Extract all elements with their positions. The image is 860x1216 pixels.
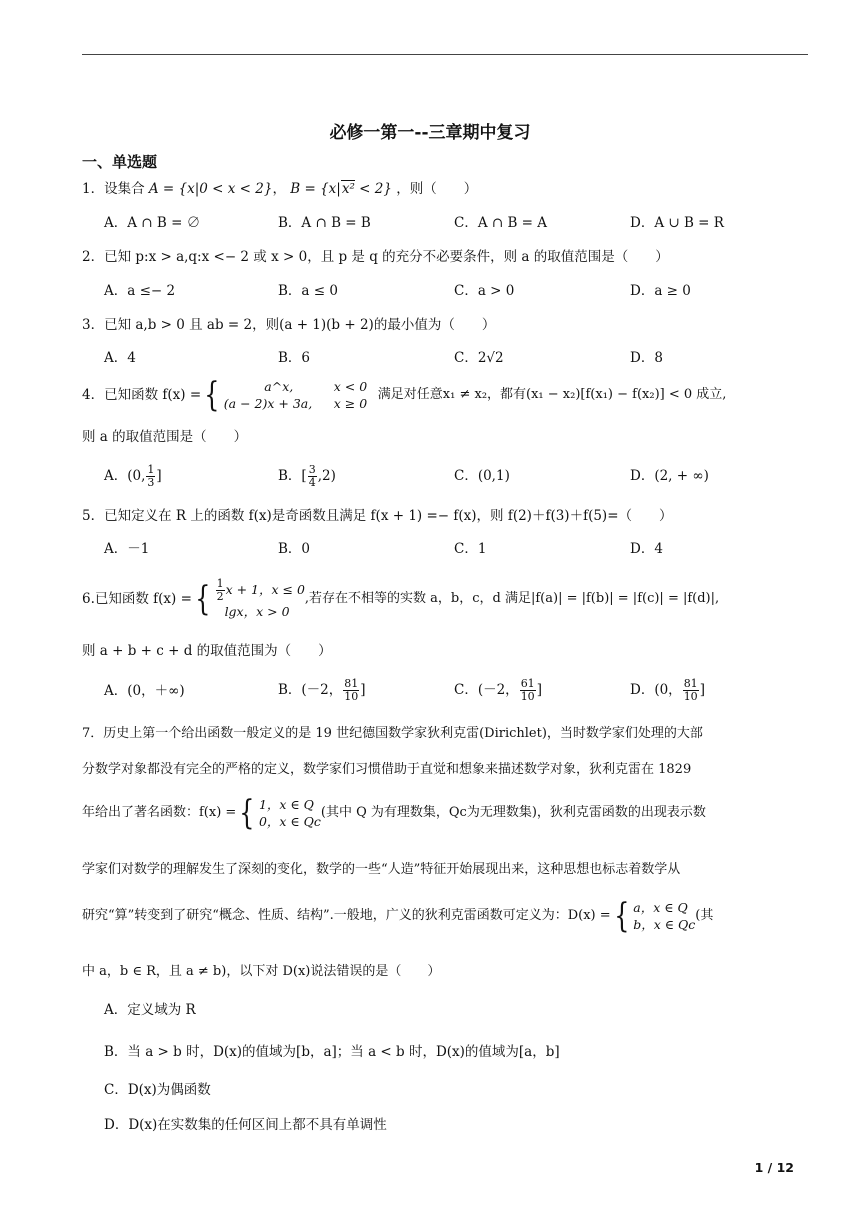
q6-option-b[interactable]: B．(－2， $\frac{81}{10}$ ] <box>278 677 366 703</box>
question-7-line2: 分数学对象都没有完全的严格的定义，数学家们习惯借助于直觉和想象来描述数学对象，狄利克雷在 1829 <box>82 762 692 777</box>
q4-option-b[interactable]: B．[ $\frac{3}{4}$ ,2) <box>278 463 336 489</box>
q3-option-a[interactable]: A．4 <box>104 350 136 366</box>
section-heading: 一、单选题 <box>82 153 158 171</box>
q4-option-c[interactable]: C．(0,1) <box>454 468 510 484</box>
question-3: 3．已知 a,b > 0 且 ab = 2，则(a + 1)(b + 2)的最小值为（ ） <box>82 317 496 333</box>
piecewise-cases: 1，x ∈ Q 0，x ∈ Qc <box>258 797 321 829</box>
page-title: 必修一第一--三章期中复习 <box>329 123 531 143</box>
q2-option-c[interactable]: C．a > 0 <box>454 283 515 299</box>
q6-option-d[interactable]: D．(0， $\frac{81}{10}$ ] <box>630 677 705 703</box>
question-6-line2: 则 a + b + c + d 的取值范围为（ ） <box>82 643 332 659</box>
question-2: 2．已知 p:x > a,q:x <− 2 或 x > 0，且 p 是 q 的充分不必要条件，则 a 的取值范围是（ ） <box>82 249 669 265</box>
fraction: $\frac{3}{4}$ <box>308 463 316 489</box>
q5-option-d[interactable]: D．4 <box>630 541 663 557</box>
fraction: $\frac{81}{10}$ <box>344 677 359 703</box>
q5-option-b[interactable]: B．0 <box>278 541 311 557</box>
question-6: 6.已知函数 f(x) = { $\frac{1}{2}$ x + 1，x ≤ 0 lgx，x > 0 ,若存在不相等的实数 a，b，c，d 满足|f(a)| = |f(b)| = |f(c)| = |f(d)|, <box>82 577 720 619</box>
fraction: $\frac{61}{10}$ <box>520 677 535 703</box>
q7-option-c[interactable]: C．D(x)为偶函数 <box>104 1082 211 1098</box>
fraction: $\frac{1}{3}$ <box>147 463 155 489</box>
question-7-line6: 中 a，b ∈ R，且 a ≠ b)，以下对 D(x)说法错误的是（ ） <box>82 964 441 979</box>
q1-option-d[interactable]: D．A ∪ B = R <box>630 215 724 231</box>
q3-option-d[interactable]: D．8 <box>630 350 663 366</box>
q2-option-d[interactable]: D．a ≥ 0 <box>630 283 691 299</box>
fraction: $\frac{81}{10}$ <box>683 677 698 703</box>
q7-option-b[interactable]: B．当 a > b 时，D(x)的值域为[b，a]；当 a < b 时，D(x)的值域为[a，b] <box>104 1044 560 1060</box>
sqrt-x-squared: x² <box>341 181 355 197</box>
q1-option-b[interactable]: B．A ∩ B = B <box>278 215 371 231</box>
q5-option-a[interactable]: A．－1 <box>104 541 150 557</box>
piecewise-cases: $\frac{1}{2}$ x + 1，x ≤ 0 lgx，x > 0 <box>216 577 305 619</box>
left-brace: { <box>613 896 630 936</box>
page-number: 1 / 12 <box>754 1160 794 1175</box>
question-7-line5: 研究“算”转变到了研究“概念、性质、结构”.一般地，广义的狄利克雷函数可定义为：D(x) = { a，x ∈ Q b，x ∈ Qc (其 <box>82 896 714 936</box>
question-5: 5．已知定义在 R 上的函数 f(x)是奇函数且满足 f(x + 1) =− f(x)，则 f(2)＋f(3)＋f(5)=（ ） <box>82 508 673 524</box>
q4-option-d[interactable]: D．(2, + ∞) <box>630 468 709 484</box>
question-7-line4: 学家们对数学的理解发生了深刻的变化，数学的一些“人造”特征开始展现出来，这种思想也标志着数学从 <box>82 862 681 877</box>
left-brace: { <box>204 375 220 415</box>
q5-option-c[interactable]: C．1 <box>454 541 487 557</box>
piecewise-cases: a，x ∈ Q b，x ∈ Qc <box>633 900 696 932</box>
left-brace: { <box>239 793 255 833</box>
question-4-line2: 则 a 的取值范围是（ ） <box>82 429 248 445</box>
q2-option-a[interactable]: A．a ≤− 2 <box>104 283 176 299</box>
q1-option-c[interactable]: C．A ∩ B = A <box>454 215 548 231</box>
q7-option-a[interactable]: A．定义域为 R <box>104 1002 196 1018</box>
fraction: $\frac{1}{2}$ <box>216 577 224 603</box>
piecewise-cases: a^x, x < 0 (a − 2)x + 3a, x ≥ 0 <box>223 379 368 411</box>
q1-option-a[interactable]: A．A ∩ B = ∅ <box>104 215 201 231</box>
q3-option-b[interactable]: B．6 <box>278 350 311 366</box>
question-1: 1．设集合 A = {x|0 < x < 2}， B = {x|x² < 2} ，则（ ） <box>82 181 478 197</box>
q2-option-b[interactable]: B．a ≤ 0 <box>278 283 338 299</box>
left-brace: { <box>195 579 211 619</box>
question-4: 4．已知函数 f(x) = { a^x, x < 0 (a − 2)x + 3a, x ≥ 0 满足对任意x₁ ≠ x₂，都有(x₁ − x₂)[f(x₁) − f(x₂)] < 0 成立, <box>82 375 727 415</box>
header-rule <box>82 54 808 55</box>
q3-option-c[interactable]: C．2√2 <box>454 350 504 366</box>
q6-option-a[interactable]: A．(0，＋∞) <box>104 683 185 699</box>
q4-option-a[interactable]: A．(0, $\frac{1}{3}$ ] <box>104 463 162 489</box>
q6-option-c[interactable]: C．(－2， $\frac{61}{10}$ ] <box>454 677 542 703</box>
question-7-line1: 7．历史上第一个给出函数一般定义的是 19 世纪德国数学家狄利克雷(Dirichlet)，当时数学家们处理的大部 <box>82 726 703 741</box>
q7-option-d[interactable]: D．D(x)在实数集的任何区间上都不具有单调性 <box>104 1117 387 1133</box>
question-7-line3: 年给出了著名函数：f(x) = { 1，x ∈ Q 0，x ∈ Qc (其中 Q 为有理数集，Qc为无理数集)，狄利克雷函数的出现表示数 <box>82 793 706 833</box>
